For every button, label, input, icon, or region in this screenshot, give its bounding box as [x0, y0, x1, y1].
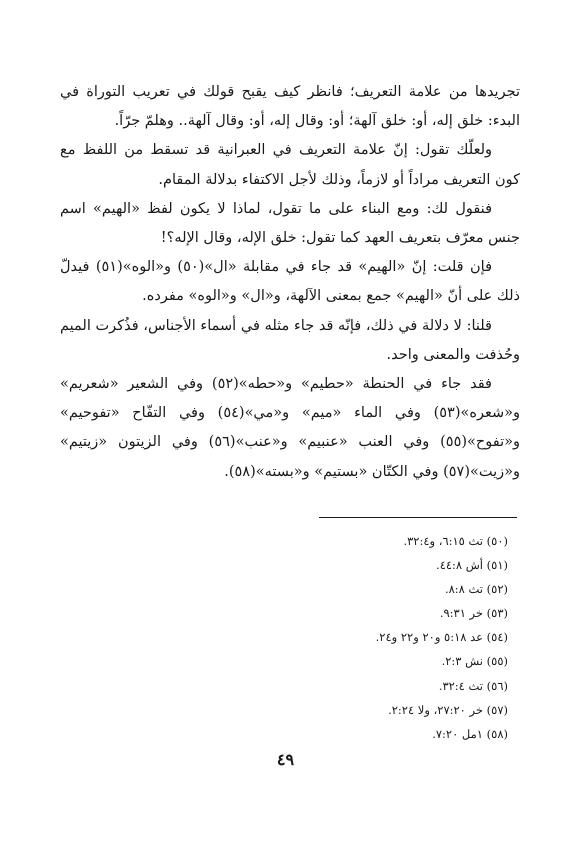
paragraph-6: فقد جاء في الحنطة «حطيم» و«حطه»(٥٢) وفي الشعير «شعريم» و«شعره»(٥٣) وفي الماء «ميم» و«مي»(٥٤) وفي التفّاح «تفوحيم» و«تفوح»(٥٥) وفي العنب «عنبيم» و«عنب»(٥٦) وفي الزيتون «زيتيم» و«زيت»(٥٧) وفي الكتّان «بستيم» و«بسته»(٥٨).: [60, 376, 520, 480]
footnote-51: (٥١) أش ٤٤:٨.: [436, 558, 508, 573]
footnote-57: (٥٧) خر ٢٧:٢٠، ولا ٢:٢٤.: [388, 702, 508, 717]
footnote-53: (٥٣) خر ٩:٣١.: [439, 606, 508, 621]
paragraph-2: ولعلّك تقول: إنّ علامة التعريف في العبرانية قد تسقط من اللفظ مع كون التعريف مراداً أو لازماً، وذلك لأجل الاكتفاء بدلالة المقام.: [60, 142, 520, 188]
footnote-55: (٥٥) نش ٢:٣.: [441, 654, 508, 669]
footnote-56: (٥٦) تث ٣٢:٤.: [438, 678, 508, 693]
footnote-50: (٥٠) تث ٦:١٥، و٣٢:٤.: [403, 534, 508, 548]
footnote-52: (٥٢) تث ٨:٨.: [444, 582, 508, 597]
footnote-54: (٥٤) عد ٥:١٨ و٢٠ و٢٢ و٢٤.: [375, 630, 508, 645]
paragraph-1: تجريدها من علامة التعريف؛ فانظر كيف يقبح قولك في تعريب التوراة في البدء: خلق إله، أو: خلق آلهة؛ أو: وقال إله، أو: وقال آلهة.. وهلمّ جرّاً.: [60, 84, 520, 130]
footnote-separator: [319, 517, 517, 518]
paragraph-5: قلنا: لا دلالة في ذلك، فإنّه قد جاء مثله في أسماء الأجناس، فذُكرت الميم وحُذفت والمعنى واحد.: [60, 317, 520, 363]
paragraph-4: فإن قلت: إنّ «الهيم» قد جاء في مقابلة «ال»(٥٠) و«الوه»(٥١) فيدلّ ذلك على أنّ «الهيم» جمع بمعنى الآلهة، و«ال» و«الوه» مفرده.: [60, 259, 520, 305]
main-text: [60, 78, 520, 487]
footnote-58: (٥٨) ١مل ٧:٢٠.: [432, 726, 508, 741]
footnotes-list: [250, 529, 508, 746]
page-number: ٤٩: [276, 750, 295, 769]
paragraph-3: فنقول لك: ومع البناء على ما تقول، لماذا لا يكون لفظ «الهيم» اسم جنس معرّف بتعريف العهد كما تقول: خلق الإله، وقال الإله؟!: [60, 200, 520, 247]
